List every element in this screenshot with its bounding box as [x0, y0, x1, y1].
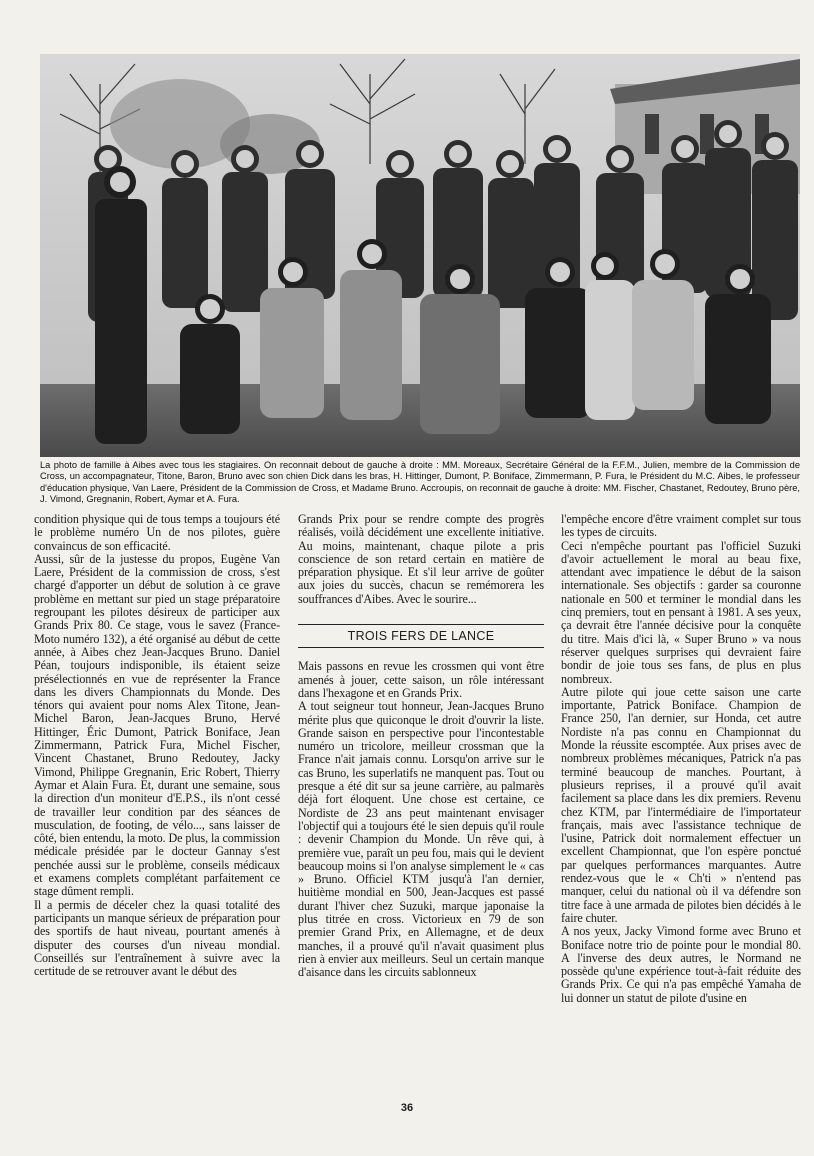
- column-2: [298, 513, 544, 980]
- paragraph: Aussi, sûr de la justesse du propos, Eugène Van Laere, Président de la commission de cross, s'est chargé d'apporter un début de solution à ce grave problème en mettant sur pied un stage préparatoire regroupant les pilotes désireux de participer aux Grands Prix 80. Ce stage, vous le savez (France-Moto numéro 132), a été organisé au début de cette année, à Aibes chez Jean-Jacques Bruno. Daniel Péan, toujours indisponible, ils étaient seize présélectionnés en vue de représenter la France dans les divers Championnats du Monde. Des ténors qui avaient pour noms Alex Titone, Jean-Michel Baron, Jean-Jacques Bruno, Hervé Hittinger, Éric Dumont, Patrick Boniface, Jean Zimmermann, Patrick Fura, Michel Fischer, Vincent Chastanet, Bruno Redoutey, Jacky Vimond, Philippe Gregnanin, Eric Robert, Thierry Aymar et Alain Fura. Et, durant une semaine, sous la direction d'un moniteur d'E.P.S., ils n'ont cessé de travailler leur condition par des séances de musculation, de footing, de vélo..., sans laisser de côté, bien entendu, la moto. De plus, la commission médicale présidée par le docteur Gannay s'est penchée aussi sur le problème, conseils médicaux et examens complets complétant parfaitement ce stage dûment rempli.: [34, 551, 280, 899]
- column-3: [561, 513, 801, 1005]
- paragraph: Il a permis de déceler chez la quasi totalité des participants un manque sérieux de préparation pour des sportifs de haut niveau, pourtant amenés à disputer des courses d'un niveau mondial. Conseillés sur l'entraînement à suivre avec la certitude de se retrouver avant le début des: [34, 897, 280, 979]
- paragraph: A tout seigneur tout honneur, Jean-Jacques Bruno mérite plus que quiconque le droit d'ouvrir la liste. Grande saison en perspective pour l'incontestable numéro un tricolore, meilleur crossman que la France n'ait jamais connu. Lorsqu'on arrive sur le cas Bruno, les superlatifs ne manquent pas. Tout ou presque a été dit sur sa jeune carrière, au palmarès déjà fort éloquent. Une chose est certaine, ce Nordiste de 23 ans peut maintenant envisager l'objectif qui a toujours été le sien depuis qu'il roule : devenir Champion du Monde. Un rêve qui, à première vue, paraît un peu fou, mais qui le devient beaucoup moins si l'on analyse simplement le « cas » Bruno. Officiel KTM jusqu'à l'an dernier, huitième mondial en 500, Jean-Jacques est passé durant l'hiver chez Suzuki, marque japonaise la plus titrée en cross. Victorieux en 79 de son premier Grand Prix, en Allemagne, et de deux manches, il a prouvé qu'il n'avait quasiment plus rien à envier aux meilleurs. Seul un certain manque d'aisance dans les circuits sablonneux: [298, 699, 544, 980]
- paragraph: A nos yeux, Jacky Vimond forme avec Bruno et Boniface notre trio de pointe pour le mondial 80. A l'inverse des deux autres, le Normand ne possède qu'une expérience tout-à-fait réduite des Grands Prix. Ce qui n'a pas empêché Yamaha de lui donner un statut de pilote d'usine en: [561, 924, 801, 1005]
- paragraph: l'empêche encore d'être vraiment complet sur tous les types de circuits.: [561, 512, 801, 540]
- photo-caption: La photo de famille à Aibes avec tous les stagiaires. On reconnait debout de gauche à droite : MM. Moreaux, Secrétaire Général de la F.F.M., Julien, membre de la Commission de Cross, un accompagnateur, Titone, Baron, Bruno avec son chien Dick dans les bras, H. Hittinger, Dumont, P. Boniface, Zimmermann, P. Fura, le Président du M.C. Aibes, le professeur d'éducation physique, Van Laere, Président de la Commission de Cross, et Madame Bruno. Accroupis, on reconnait de gauche à droite: MM. Fischer, Chastanet, Redoutey, Bruno père, J. Vimond, Gregnanin, Robert, Aymar et A. Fura.: [40, 460, 800, 505]
- group-photo: [40, 54, 800, 457]
- paragraph: Grands Prix pour se rendre compte des progrès réalisés, voilà décidément une excellente initiative. Au moins, maintenant, chaque pilote a pris conscience de son retard certain en matière de préparation physique. Et s'il leur arrive de goûter aux joies du succès, chacun se remémorera les souffrances d'Aibes. Avec le sourire...: [298, 512, 544, 606]
- paragraph: Autre pilote qui joue cette saison une carte importante, Patrick Boniface. Champion de France 250, l'an dernier, sur Honda, cet autre Nordiste n'a pas connu en Championnat du Monde la réussite escomptée. Aux prises avec de nombreux problèmes mécaniques, Patrick n'a pas terminé beaucoup de manches. Pourtant, à plusieurs reprises, il a prouvé qu'il avait facilement sa place dans les dix premiers. Revenu chez KTM, par l'intermédiaire de l'importateur français, mais avec l'assistance technique de l'usine, Patrick doit normalement effectuer un excellent Championnat, que l'on espère ponctué par quelques performances marquantes. Autre rendez-vous que le « Ch'ti » n'entend pas manquer, celui du national où il va défendre son titre face à une armada de pilotes bien décidés à le faire chuter.: [561, 684, 801, 925]
- column-1: [34, 513, 280, 978]
- paragraph: Ceci n'empêche pourtant pas l'officiel Suzuki d'avoir actuellement le moral au beau fixe, attendant avec impatience le début de la saison internationale. Ses objectifs : garder sa couronne nationale en 500 et terminer le mondial dans les cinq premiers, tout en pensant à 1981. A ses yeux, ça devrait être l'année décisive pour la conquête du titre. Mais d'ici là, « Super Bruno » va nous réserver quelques surprises qui devraient faire bondir de joie tous ses fans, de plus en plus nombreux.: [561, 538, 801, 686]
- paragraph: Mais passons en revue les crossmen qui vont être amenés à jouer, cette saison, un rôle intéressant dans l'hexagone et en Grands Prix.: [298, 659, 544, 700]
- paragraph: condition physique qui de tous temps a toujours été le problème numéro Un de nos pilotes, guère convaincus de son efficacité.: [34, 512, 280, 553]
- group-photo-icon: [40, 54, 800, 457]
- section-heading: TROIS FERS DE LANCE: [298, 624, 544, 648]
- page-number: 36: [400, 1102, 414, 1114]
